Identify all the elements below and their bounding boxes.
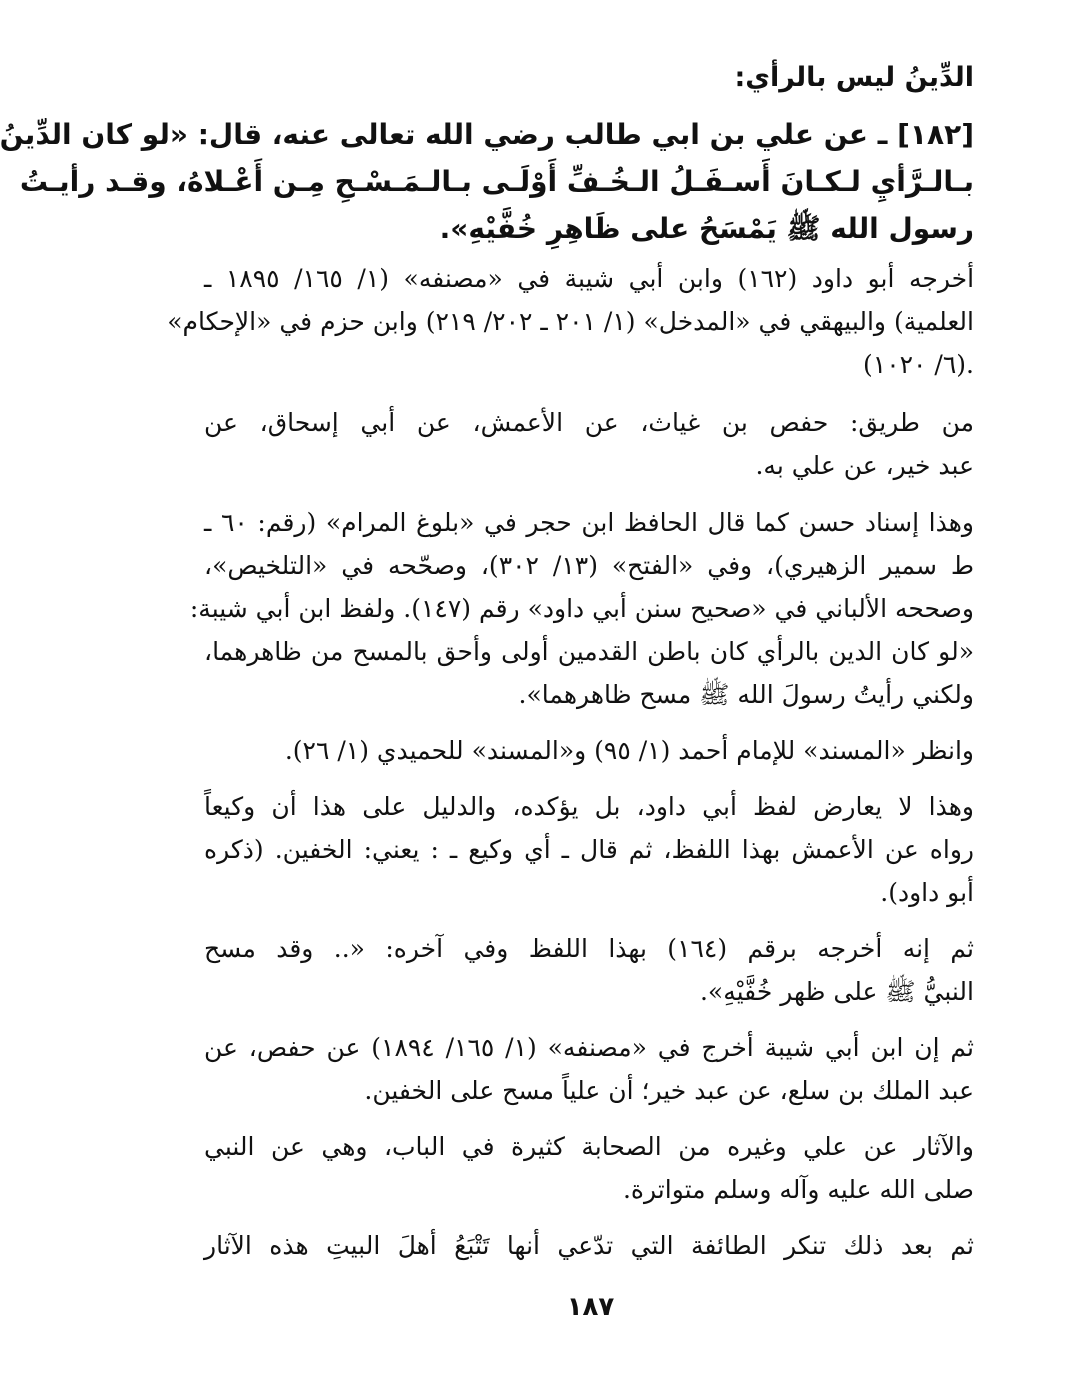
text-line: وانظر «المسند» للإمام أحمد (١/ ٩٥) و«المسند» للحميدي (١/ ٢٦). (284, 736, 974, 765)
text-line: ثم بعد ذلك تنكر الطائفة التي تدّعي أنها تَتْبَعُ أهلَ البيتِ هذه الآثار (204, 1231, 974, 1260)
text-line: (٦/ ١٠٢٠). (863, 350, 974, 379)
text-line: ط سمير الزهيري)، وفي «الفتح» (١٣/ ٣٠٢)، وصحّحه في «التلخيص»، (204, 551, 974, 580)
text-line: صلى الله عليه وآله وسلم متواترة. (622, 1175, 974, 1204)
text-line: عبد خير، عن علي به. (755, 451, 974, 480)
text-line: ثم إن ابن أبي شيبة أخرج في «مصنفه» (١/ ١٦٥/ ١٨٩٤) عن حفص، عن (204, 1033, 974, 1062)
text-line: ثم إنه أخرجه برقم (١٦٤) بهذا اللفظ وفي آخره: «.. وقد مسح (204, 934, 975, 963)
section-heading: الدِّينُ ليس بالرأي: (734, 62, 974, 93)
hadith-line: [١٨٢] ـ عن علي بن ابي طالب رضي الله تعالى عنه، قال: «لو كان الدِّينُ (0, 118, 974, 151)
text-line: وهذا لا يعارض لفظ أبي داود، بل يؤكده، والدليل على هذا أن وكيعاً (204, 792, 974, 821)
text-line: وهذا إسناد حسن كما قال الحافظ ابن حجر في «بلوغ المرام» (رقم: ٦٠ ـ (204, 508, 974, 537)
hadith-line: رسول الله ﷺ يَمْسَحُ على ظَاهِرِ خُفَّيْهِ». (439, 212, 974, 245)
text-line: أبو داود). (880, 878, 974, 907)
text-line: العلمية) والبيهقي في «المدخل» (١/ ٢٠١ ـ ٢٠٢/ ٢١٩) وابن حزم في «الإحكام» (167, 307, 974, 336)
text-line: النبيُّ ﷺ على ظهر خُفَّيْهِ». (699, 977, 974, 1006)
text-line: وصححه الألباني في «صحيح سنن أبي داود» رقم (١٤٧). ولفظ ابن أبي شيبة: (189, 594, 974, 623)
text-line: عبد الملك بن سلع، عن عبد خير؛ أن علياً مسح على الخفين. (364, 1076, 974, 1105)
text-line: والآثار عن علي وغيره من الصحابة كثيرة في الباب، وهي عن النبي (204, 1132, 974, 1161)
text-line: أخرجه أبو داود (١٦٢) وابن أبي شيبة في «مصنفه» (١/ ١٦٥/ ١٨٩٥ ـ (204, 264, 975, 293)
text-line: ولكني رأيتُ رسولَ الله ﷺ مسح ظاهرهما». (518, 680, 974, 709)
page-number: ١٨٧ (566, 1292, 615, 1322)
text-line: «لو كان الدين بالرأي كان باطن القدمين أولى وأحق بالمسح من ظاهرهما، (204, 637, 974, 666)
text-line: من طريق: حفص بن غياث، عن الأعمش، عن أبي إسحاق، عن (204, 408, 974, 437)
text-line: رواه عن الأعمش بهذا اللفظ، ثم قال ـ أي وكيع ـ : يعني: الخفين. (ذكره (204, 835, 974, 864)
hadith-line: بـالـرَّأيِ لـكـانَ أَسـفَـلُ الـخُـفِّ أَوْلَـى بـالـمَـسْـحِ مِـن أَعْـلاهُ، وقـد رأيـتُ (19, 165, 974, 198)
